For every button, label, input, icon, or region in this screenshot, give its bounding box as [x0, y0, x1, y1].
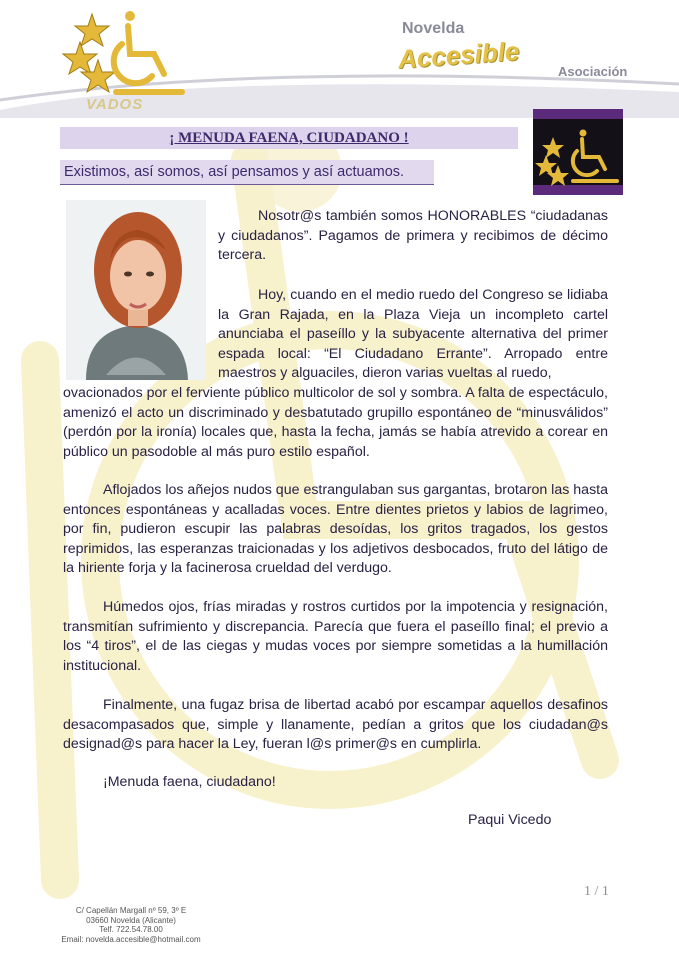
brand-accent: Accesible [397, 35, 521, 75]
author-signature: Paqui Vicedo [468, 812, 552, 828]
star-icon [63, 42, 97, 74]
paragraph-2: Hoy, cuando en el medio ruedo del Congreso se lidiaba la Gran Rajada, en la Plaza Vieja un incompleto cartel anunciaba el paseíllo y la subyacente alternativa del primer espada local: “El Ciudadano Errante”. Arropado entre maestros y alguaciles, dieron varias vueltas al ruedo, [218, 287, 608, 382]
article-title-box [60, 127, 518, 149]
footer-address: C/ Capellán Margall nº 59, 3º E [75, 906, 187, 915]
author-photo [66, 200, 206, 380]
article-subtitle-box [60, 160, 434, 185]
paragraph-4: Húmedos ojos, frías miradas y rostros curtidos por la impotencia y resignación, transmitían sufrimiento y discrepancia. Parecía que fuera el paseíllo final; el previo a los “4 tiros”, el de las ciegas y mudas voces por siempre sometidas a la humillación institucional. [63, 599, 608, 674]
wheelchair-icon [114, 11, 182, 92]
page-number: 1 / 1 [584, 884, 609, 899]
footer-email: Email: novelda.accesible@hotmail.com [61, 934, 201, 944]
brand-logo [398, 16, 648, 86]
footer-phone: Telf. 722.54.78.00 [99, 925, 163, 934]
brand-name: Novelda [402, 20, 465, 37]
article-subtitle: Existimos, así somos, así pensamos y así actuamos. [64, 164, 405, 180]
paragraph-3: Aflojados los añejos nudos que estrangulaban sus gargantas, brotaron las hasta entonces espontáneas y acalladas voces. Entre dientes prietos y labios de lagrimeo, por fin, pudieron escupir las palabras desoídas, los gritos tragados, los gestos reprimidos, las esperanzas traicionadas y los adjetivos desbocados, fruto del látigo de la hiriente forja y la facinerosa crueldad del verdugo. [63, 482, 608, 577]
paragraph-5: Finalmente, una fugaz brisa de libertad acabó por escampar aquellos desafinos desacompasados que, simple y llanamente, pedían a gritos que los ciudadan@s designad@s para hacer la Ley, fueran l@s primer@s en cumplirla. [63, 697, 608, 753]
footer-city: 03660 Novelda (Alicante) [86, 915, 176, 925]
association-logo [533, 109, 623, 195]
footer-contact [46, 906, 216, 944]
closing-line: ¡Menuda faena, ciudadano! [103, 774, 276, 790]
paragraph-1: Nosotr@s también somos HONORABLES “ciudadanas y ciudadanos”. Pagamos de primera y recibimos de décimo tercera. [218, 208, 608, 264]
paragraph-2-continued: ovacionados por el ferviente público multicolor de sol y sombra. A falta de espectáculo, amenizó el acto un discriminado y desbatutado grupillo espontáneo de “minusválidos” (perdón por la ironía) locales que, hasta la fecha, jamás se había atrevido a corear en público un pasodoble al más puro estilo español. [63, 385, 608, 460]
logo-text: VADOS [86, 96, 144, 113]
page-header [0, 0, 679, 118]
article-title: ¡ MENUDA FAENA, CIUDADANO ! [169, 130, 409, 146]
brand-subtitle: Asociación [558, 64, 628, 79]
